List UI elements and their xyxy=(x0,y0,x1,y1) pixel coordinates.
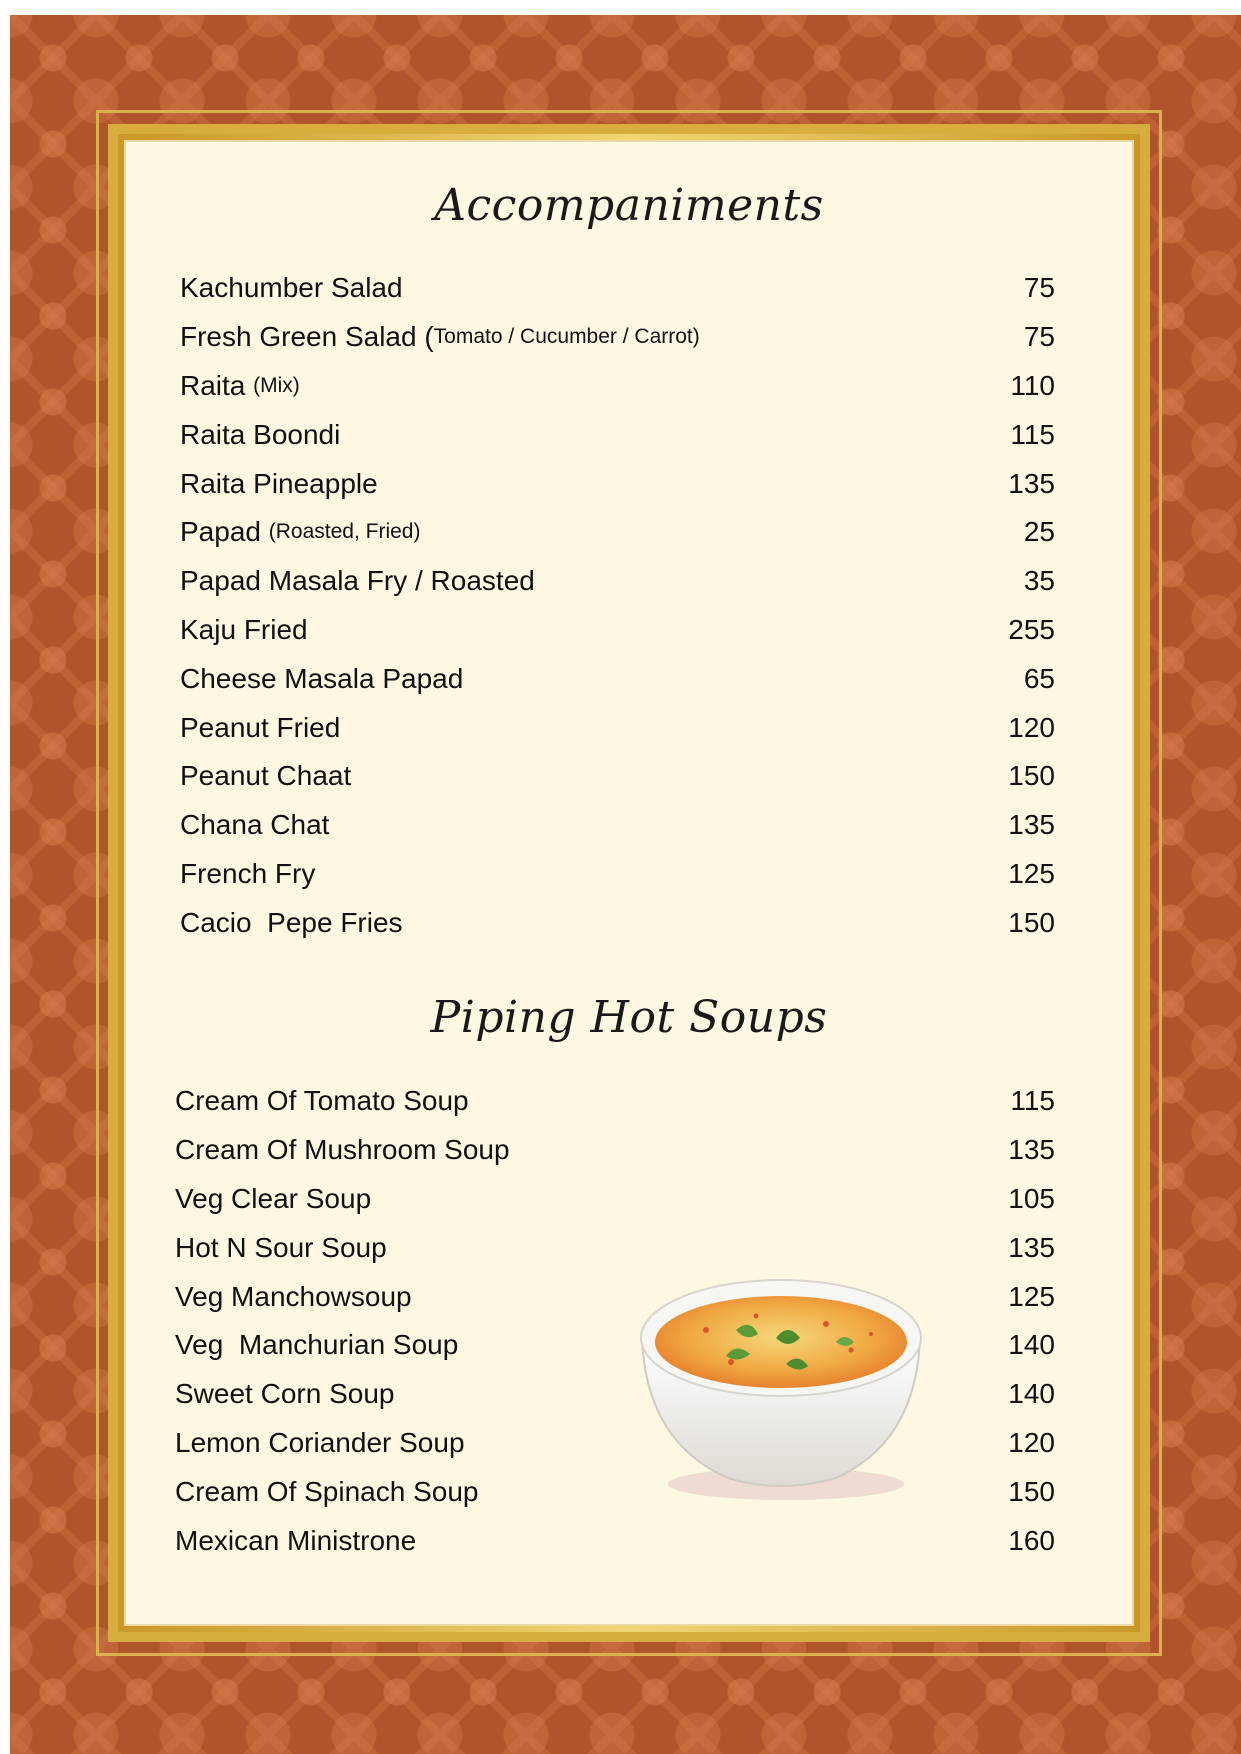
menu-item-price: 150 xyxy=(1008,1475,1055,1507)
menu-item-price: 135 xyxy=(1008,467,1055,499)
menu-item xyxy=(180,264,1055,313)
section-title-soups: Piping Hot Soups xyxy=(430,992,828,1043)
menu-item-price: 75 xyxy=(1023,272,1055,304)
soup-bowl-icon xyxy=(636,1272,926,1508)
menu-item-price: 125 xyxy=(1008,1280,1055,1312)
menu-item-note: (Mix) xyxy=(253,373,300,397)
menu-item xyxy=(175,1175,1055,1224)
menu-item-name: Papad Masala Fry / Roasted xyxy=(180,565,535,597)
menu-item-price: 125 xyxy=(1008,857,1055,889)
menu-item-price: 160 xyxy=(1008,1524,1055,1556)
menu-item-name: Kachumber Salad xyxy=(180,272,403,304)
menu-item xyxy=(175,1077,1055,1126)
menu-item-name: Fresh Green Salad ( xyxy=(180,321,434,353)
accompaniments-list xyxy=(180,264,1055,947)
menu-item-name: Hot N Sour Soup xyxy=(175,1231,387,1263)
menu-item-name: Chana Chat xyxy=(180,809,330,841)
menu-item-name: Raita Boondi xyxy=(180,418,341,450)
menu-item-price: 115 xyxy=(1010,1085,1055,1117)
menu-item-name: Cream Of Tomato Soup xyxy=(175,1085,469,1117)
menu-item xyxy=(180,313,1055,362)
menu-item xyxy=(180,801,1055,850)
menu-item-name: Peanut Chaat xyxy=(180,760,352,792)
menu-item-name: Papad xyxy=(180,516,269,548)
menu-item xyxy=(175,1223,1055,1272)
menu-item-name: Cheese Masala Papad xyxy=(180,662,464,694)
menu-item-price: 135 xyxy=(1008,809,1055,841)
menu-item-name: Raita xyxy=(180,369,254,401)
menu-item-name: Cream Of Mushroom Soup xyxy=(175,1134,510,1166)
menu-item xyxy=(180,557,1055,606)
menu-item-price: 35 xyxy=(1023,565,1055,597)
menu-item-name: Mexican Ministrone xyxy=(175,1524,417,1556)
menu-item xyxy=(180,459,1055,508)
menu-item-price: 140 xyxy=(1008,1378,1055,1410)
menu-item-price: 150 xyxy=(1008,906,1055,938)
menu-item-price: 25 xyxy=(1023,516,1055,548)
menu-item-name: Lemon Coriander Soup xyxy=(175,1426,465,1458)
menu-item-price: 65 xyxy=(1023,662,1055,694)
menu-item-name: Cacio Pepe Fries xyxy=(180,906,403,938)
menu-item xyxy=(180,703,1055,752)
menu-item-price: 105 xyxy=(1008,1182,1055,1214)
menu-item-name: Sweet Corn Soup xyxy=(175,1378,395,1410)
menu-item-name: Cream Of Spinach Soup xyxy=(175,1475,479,1507)
menu-item-price: 140 xyxy=(1008,1329,1055,1361)
menu-item-price: 135 xyxy=(1008,1231,1055,1263)
menu-item-name: Veg Manchurian Soup xyxy=(175,1329,459,1361)
menu-item-price: 75 xyxy=(1023,321,1055,353)
menu-item-name: Kaju Fried xyxy=(180,613,308,645)
menu-item xyxy=(180,654,1055,703)
menu-item xyxy=(180,508,1055,557)
menu-item xyxy=(180,752,1055,801)
menu-item-price: 150 xyxy=(1008,760,1055,792)
menu-item-price: 120 xyxy=(1008,711,1055,743)
menu-item xyxy=(180,898,1055,947)
menu-item-name: Veg Manchowsoup xyxy=(175,1280,412,1312)
menu-item xyxy=(175,1126,1055,1175)
menu-item-note: Tomato / Cucumber / Carrot) xyxy=(433,325,700,349)
menu-item-price: 110 xyxy=(1010,369,1055,401)
menu-item-note: (Roasted, Fried) xyxy=(268,520,421,544)
menu-item-price: 115 xyxy=(1010,418,1055,450)
menu-item xyxy=(180,850,1055,899)
menu-item xyxy=(180,362,1055,411)
menu-item-price: 255 xyxy=(1008,613,1055,645)
menu-item xyxy=(175,1516,1055,1565)
menu-item-name: Peanut Fried xyxy=(180,711,341,743)
section-title-accompaniments: Accompaniments xyxy=(434,180,824,231)
menu-item-price: 135 xyxy=(1008,1134,1055,1166)
menu-item-name: French Fry xyxy=(180,857,316,889)
menu-item-name: Raita Pineapple xyxy=(180,467,378,499)
menu-item-name: Veg Clear Soup xyxy=(175,1182,372,1214)
menu-item-price: 120 xyxy=(1008,1426,1055,1458)
menu-item xyxy=(180,606,1055,655)
menu-item xyxy=(180,410,1055,459)
